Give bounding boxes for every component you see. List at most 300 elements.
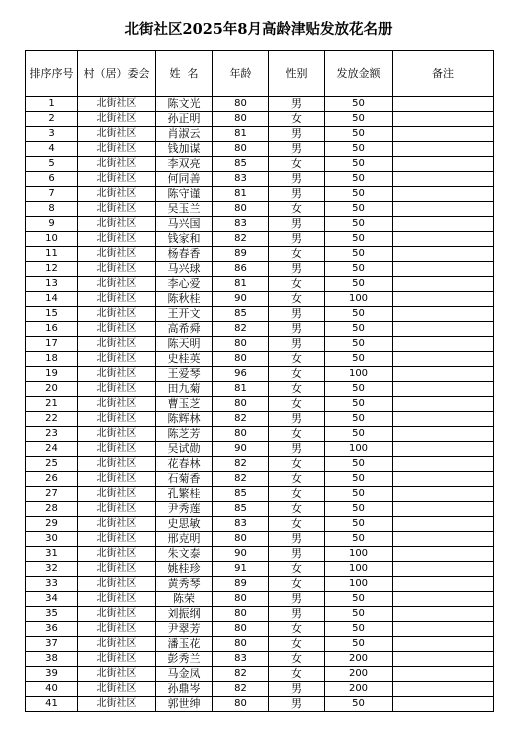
cell-gender: 女 [269,562,325,577]
cell-seq: 2 [26,112,78,127]
cell-age: 80 [213,592,269,607]
cell-amount: 100 [325,367,393,382]
cell-age: 85 [213,307,269,322]
cell-committee: 北街社区 [78,427,156,442]
cell-gender: 女 [269,112,325,127]
cell-age: 80 [213,697,269,712]
cell-amount: 50 [325,217,393,232]
cell-amount: 200 [325,652,393,667]
cell-seq: 9 [26,217,78,232]
cell-age: 80 [213,397,269,412]
cell-gender: 女 [269,577,325,592]
cell-gender: 男 [269,682,325,697]
table-row [26,157,494,172]
cell-amount: 50 [325,97,393,112]
cell-name: 王开文 [156,307,213,322]
cell-committee: 北街社区 [78,112,156,127]
table-row [26,247,494,262]
cell-amount: 50 [325,697,393,712]
cell-name: 史桂英 [156,352,213,367]
cell-age: 81 [213,127,269,142]
cell-gender: 女 [269,457,325,472]
cell-committee: 北街社区 [78,142,156,157]
cell-note [393,292,494,307]
cell-name: 吴玉兰 [156,202,213,217]
cell-seq: 36 [26,622,78,637]
cell-seq: 5 [26,157,78,172]
cell-age: 89 [213,247,269,262]
cell-amount: 50 [325,337,393,352]
cell-amount: 200 [325,667,393,682]
header-amount: 发放金额 [325,51,393,97]
cell-seq: 18 [26,352,78,367]
table-row [26,307,494,322]
cell-amount: 50 [325,202,393,217]
cell-seq: 22 [26,412,78,427]
table-row [26,562,494,577]
cell-name: 李双亮 [156,157,213,172]
cell-seq: 32 [26,562,78,577]
cell-age: 81 [213,382,269,397]
cell-age: 91 [213,562,269,577]
cell-seq: 37 [26,637,78,652]
cell-note [393,247,494,262]
cell-note [393,262,494,277]
cell-gender: 女 [269,667,325,682]
cell-committee: 北街社区 [78,187,156,202]
cell-committee: 北街社区 [78,547,156,562]
table-row [26,337,494,352]
cell-amount: 100 [325,562,393,577]
cell-seq: 4 [26,142,78,157]
cell-note [393,352,494,367]
cell-amount: 50 [325,127,393,142]
cell-age: 80 [213,427,269,442]
table-row [26,592,494,607]
cell-committee: 北街社区 [78,262,156,277]
cell-note [393,217,494,232]
cell-committee: 北街社区 [78,277,156,292]
cell-amount: 50 [325,382,393,397]
table-row [26,622,494,637]
cell-seq: 1 [26,97,78,112]
cell-seq: 40 [26,682,78,697]
cell-seq: 34 [26,592,78,607]
cell-gender: 男 [269,337,325,352]
cell-name: 陈荣 [156,592,213,607]
cell-note [393,367,494,382]
cell-name: 高希舜 [156,322,213,337]
cell-name: 郭世绅 [156,697,213,712]
table-row [26,547,494,562]
cell-note [393,202,494,217]
cell-age: 80 [213,607,269,622]
cell-name: 花春林 [156,457,213,472]
cell-committee: 北街社区 [78,607,156,622]
cell-name: 陈辉林 [156,412,213,427]
table-row [26,322,494,337]
cell-note [393,442,494,457]
cell-note [393,382,494,397]
cell-gender: 男 [269,442,325,457]
cell-age: 82 [213,322,269,337]
cell-name: 史思敏 [156,517,213,532]
cell-amount: 50 [325,517,393,532]
cell-committee: 北街社区 [78,172,156,187]
cell-gender: 女 [269,487,325,502]
cell-age: 80 [213,97,269,112]
cell-committee: 北街社区 [78,637,156,652]
cell-note [393,622,494,637]
cell-note [393,682,494,697]
cell-note [393,547,494,562]
table-row [26,532,494,547]
cell-name: 彭秀兰 [156,652,213,667]
cell-age: 90 [213,292,269,307]
cell-seq: 27 [26,487,78,502]
cell-amount: 50 [325,487,393,502]
table-row [26,187,494,202]
cell-name: 田九菊 [156,382,213,397]
cell-age: 82 [213,472,269,487]
cell-committee: 北街社区 [78,577,156,592]
cell-name: 钱家和 [156,232,213,247]
cell-name: 陈文光 [156,97,213,112]
table-row [26,682,494,697]
table-row [26,382,494,397]
cell-gender: 女 [269,427,325,442]
cell-gender: 男 [269,322,325,337]
cell-note [393,97,494,112]
cell-seq: 20 [26,382,78,397]
cell-note [393,532,494,547]
cell-gender: 女 [269,367,325,382]
cell-note [393,187,494,202]
cell-amount: 50 [325,277,393,292]
cell-gender: 女 [269,247,325,262]
cell-amount: 50 [325,142,393,157]
cell-seq: 31 [26,547,78,562]
table-row [26,487,494,502]
cell-age: 80 [213,112,269,127]
cell-gender: 男 [269,697,325,712]
cell-age: 83 [213,517,269,532]
cell-note [393,322,494,337]
table-row [26,667,494,682]
cell-age: 83 [213,172,269,187]
cell-seq: 12 [26,262,78,277]
cell-note [393,472,494,487]
cell-amount: 50 [325,592,393,607]
table-row [26,352,494,367]
table-row [26,262,494,277]
roster-table [25,50,494,712]
cell-amount: 100 [325,292,393,307]
cell-seq: 41 [26,697,78,712]
cell-age: 80 [213,352,269,367]
cell-amount: 50 [325,112,393,127]
cell-gender: 男 [269,607,325,622]
cell-committee: 北街社区 [78,622,156,637]
table-row [26,112,494,127]
cell-amount: 50 [325,307,393,322]
cell-name: 马金凤 [156,667,213,682]
header-name: 姓 名 [156,51,213,97]
cell-note [393,112,494,127]
cell-amount: 200 [325,682,393,697]
table-row [26,607,494,622]
cell-age: 96 [213,367,269,382]
cell-amount: 50 [325,232,393,247]
cell-age: 83 [213,652,269,667]
cell-amount: 50 [325,457,393,472]
table-row [26,427,494,442]
cell-gender: 男 [269,307,325,322]
cell-gender: 男 [269,547,325,562]
cell-committee: 北街社区 [78,652,156,667]
header-gender: 性别 [269,51,325,97]
cell-gender: 男 [269,172,325,187]
cell-age: 83 [213,217,269,232]
cell-seq: 33 [26,577,78,592]
table-row [26,202,494,217]
cell-amount: 100 [325,577,393,592]
cell-seq: 24 [26,442,78,457]
table-row [26,502,494,517]
cell-committee: 北街社区 [78,532,156,547]
cell-gender: 女 [269,292,325,307]
cell-name: 孙正明 [156,112,213,127]
cell-name: 陈秋桂 [156,292,213,307]
cell-name: 邢克明 [156,532,213,547]
cell-gender: 女 [269,472,325,487]
cell-age: 85 [213,502,269,517]
cell-committee: 北街社区 [78,157,156,172]
cell-amount: 50 [325,187,393,202]
cell-note [393,277,494,292]
cell-note [393,667,494,682]
header-row [26,51,494,97]
cell-committee: 北街社区 [78,457,156,472]
cell-seq: 25 [26,457,78,472]
table-row [26,97,494,112]
cell-note [393,397,494,412]
cell-amount: 50 [325,622,393,637]
cell-committee: 北街社区 [78,667,156,682]
cell-age: 80 [213,637,269,652]
cell-gender: 女 [269,277,325,292]
cell-name: 吴试勋 [156,442,213,457]
table-row [26,652,494,667]
cell-name: 马兴国 [156,217,213,232]
cell-committee: 北街社区 [78,442,156,457]
cell-note [393,607,494,622]
cell-committee: 北街社区 [78,697,156,712]
cell-committee: 北街社区 [78,397,156,412]
cell-gender: 女 [269,517,325,532]
table-row [26,442,494,457]
cell-committee: 北街社区 [78,502,156,517]
table-row [26,577,494,592]
cell-seq: 39 [26,667,78,682]
cell-amount: 100 [325,442,393,457]
cell-name: 李心爱 [156,277,213,292]
cell-seq: 38 [26,652,78,667]
cell-seq: 13 [26,277,78,292]
cell-committee: 北街社区 [78,307,156,322]
cell-age: 90 [213,442,269,457]
cell-seq: 6 [26,172,78,187]
cell-committee: 北街社区 [78,562,156,577]
cell-committee: 北街社区 [78,247,156,262]
cell-amount: 50 [325,427,393,442]
table-row [26,637,494,652]
cell-note [393,562,494,577]
cell-committee: 北街社区 [78,202,156,217]
cell-committee: 北街社区 [78,472,156,487]
cell-note [393,232,494,247]
table-row [26,232,494,247]
cell-committee: 北街社区 [78,292,156,307]
cell-note [393,157,494,172]
cell-amount: 50 [325,397,393,412]
cell-seq: 16 [26,322,78,337]
cell-amount: 50 [325,412,393,427]
table-row [26,217,494,232]
cell-name: 王爱琴 [156,367,213,382]
cell-gender: 男 [269,142,325,157]
header-age: 年龄 [213,51,269,97]
cell-name: 陈芝芳 [156,427,213,442]
cell-seq: 7 [26,187,78,202]
cell-name: 石菊香 [156,472,213,487]
cell-amount: 50 [325,157,393,172]
table-row [26,457,494,472]
cell-note [393,577,494,592]
cell-name: 陈守谨 [156,187,213,202]
cell-committee: 北街社区 [78,682,156,697]
cell-seq: 14 [26,292,78,307]
cell-seq: 21 [26,397,78,412]
cell-age: 80 [213,622,269,637]
cell-name: 刘振纲 [156,607,213,622]
cell-gender: 女 [269,157,325,172]
cell-gender: 女 [269,382,325,397]
cell-amount: 50 [325,352,393,367]
cell-gender: 女 [269,652,325,667]
cell-age: 82 [213,667,269,682]
cell-gender: 女 [269,502,325,517]
cell-gender: 男 [269,532,325,547]
cell-amount: 50 [325,637,393,652]
cell-name: 尹秀莲 [156,502,213,517]
cell-amount: 50 [325,607,393,622]
cell-amount: 50 [325,322,393,337]
cell-note [393,592,494,607]
cell-seq: 29 [26,517,78,532]
cell-committee: 北街社区 [78,352,156,367]
cell-gender: 男 [269,127,325,142]
table-row [26,277,494,292]
table-row [26,517,494,532]
cell-gender: 男 [269,97,325,112]
cell-seq: 28 [26,502,78,517]
cell-age: 89 [213,577,269,592]
table-row [26,697,494,712]
cell-committee: 北街社区 [78,337,156,352]
cell-name: 曹玉芝 [156,397,213,412]
cell-gender: 女 [269,202,325,217]
header-note: 备注 [393,51,494,97]
cell-note [393,697,494,712]
header-committee: 村（居）委会 [78,51,156,97]
cell-age: 85 [213,157,269,172]
cell-committee: 北街社区 [78,412,156,427]
cell-gender: 女 [269,352,325,367]
cell-amount: 50 [325,262,393,277]
cell-name: 马兴球 [156,262,213,277]
cell-seq: 10 [26,232,78,247]
cell-note [393,652,494,667]
cell-committee: 北街社区 [78,367,156,382]
cell-note [393,517,494,532]
cell-seq: 15 [26,307,78,322]
cell-committee: 北街社区 [78,487,156,502]
cell-age: 82 [213,232,269,247]
cell-name: 孔繁桂 [156,487,213,502]
cell-note [393,172,494,187]
cell-note [393,637,494,652]
cell-age: 80 [213,142,269,157]
cell-name: 陈天明 [156,337,213,352]
table-row [26,172,494,187]
cell-name: 肖淑云 [156,127,213,142]
cell-seq: 26 [26,472,78,487]
cell-note [393,142,494,157]
cell-seq: 35 [26,607,78,622]
cell-name: 杨春香 [156,247,213,262]
table-row [26,367,494,382]
cell-seq: 23 [26,427,78,442]
cell-age: 80 [213,202,269,217]
cell-name: 尹翠芳 [156,622,213,637]
cell-gender: 男 [269,262,325,277]
cell-seq: 30 [26,532,78,547]
cell-age: 82 [213,412,269,427]
cell-seq: 19 [26,367,78,382]
cell-amount: 50 [325,172,393,187]
cell-name: 黄秀琴 [156,577,213,592]
cell-gender: 男 [269,217,325,232]
table-row [26,292,494,307]
cell-gender: 女 [269,622,325,637]
cell-name: 何同善 [156,172,213,187]
cell-gender: 男 [269,232,325,247]
cell-gender: 男 [269,412,325,427]
cell-amount: 50 [325,532,393,547]
cell-age: 81 [213,277,269,292]
cell-amount: 50 [325,247,393,262]
cell-gender: 男 [269,592,325,607]
cell-name: 朱文泰 [156,547,213,562]
cell-name: 潘玉花 [156,637,213,652]
cell-committee: 北街社区 [78,232,156,247]
cell-note [393,127,494,142]
cell-seq: 17 [26,337,78,352]
cell-committee: 北街社区 [78,322,156,337]
cell-age: 82 [213,682,269,697]
cell-age: 85 [213,487,269,502]
